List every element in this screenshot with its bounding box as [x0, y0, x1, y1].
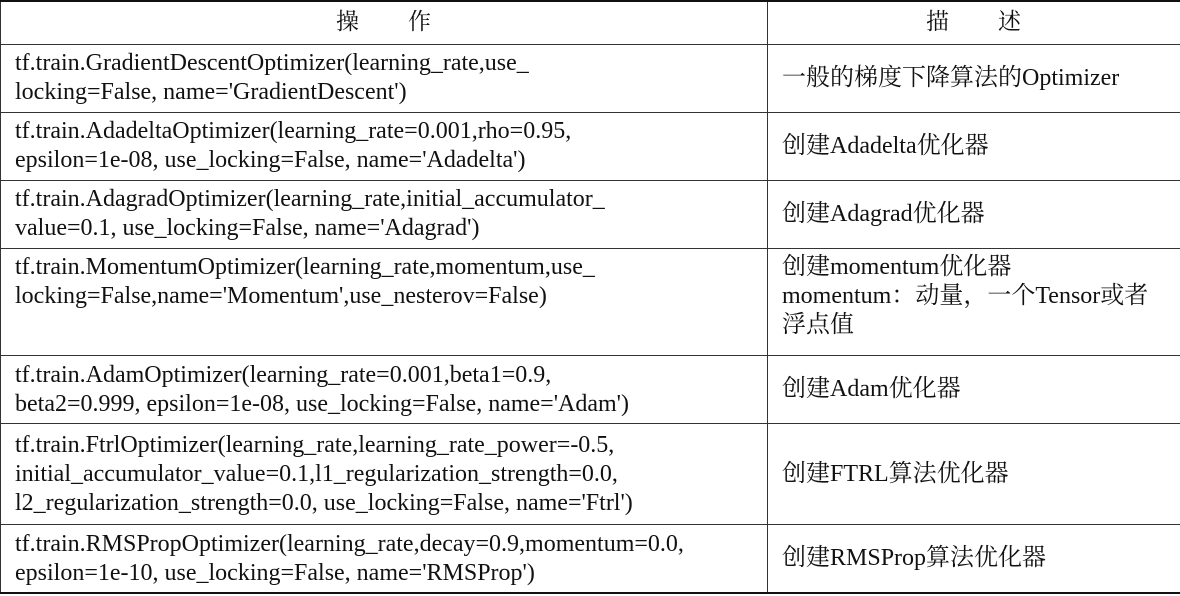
- operation-cell: [1, 424, 768, 525]
- description-line: 创建RMSProp算法优化器: [782, 545, 1047, 572]
- table-row: [1, 44, 1180, 112]
- table-row: [1, 525, 1180, 593]
- operation-line: tf.train.AdamOptimizer(learning_rate=0.001,beta1=0.9,: [15, 361, 552, 388]
- description-line: 创建Adam优化器: [782, 376, 961, 403]
- table-body: [1, 44, 1180, 593]
- table-row: [1, 424, 1180, 525]
- description-cell: [768, 356, 1180, 424]
- description-cell: [768, 112, 1180, 180]
- description-line: 创建FTRL算法优化器: [782, 460, 1009, 487]
- description-line: 创建Adadelta优化器: [782, 132, 989, 159]
- table-row: [1, 356, 1180, 424]
- operation-cell: [1, 525, 768, 593]
- description-cell: [768, 424, 1180, 525]
- operation-line: tf.train.AdadeltaOptimizer(learning_rate=0.001,rho=0.95,: [15, 118, 572, 145]
- operation-line: l2_regularization_strength=0.0, use_locking=False, name='Ftrl'): [15, 489, 633, 516]
- header-operation: 操 作: [1, 1, 768, 44]
- operation-cell: [1, 112, 768, 180]
- operation-cell: [1, 248, 768, 355]
- header-row: [1, 1, 1180, 44]
- operation-line: locking=False, name='GradientDescent'): [15, 79, 407, 106]
- operation-line: tf.train.AdagradOptimizer(learning_rate,initial_accumulator_: [15, 186, 605, 213]
- operation-line: tf.train.RMSPropOptimizer(learning_rate,decay=0.9,momentum=0.0,: [15, 530, 684, 557]
- description-line: momentum：动量，一个Tensor或者浮点值: [782, 282, 1149, 338]
- operation-cell: [1, 180, 768, 248]
- description-cell: [768, 180, 1180, 248]
- table-row: [1, 180, 1180, 248]
- header-description: 描 述: [768, 1, 1180, 44]
- description-line: 创建momentum优化器: [782, 253, 1012, 280]
- operation-line: epsilon=1e-08, use_locking=False, name='Adadelta'): [15, 147, 526, 174]
- description-cell: [768, 525, 1180, 593]
- operation-cell: [1, 44, 768, 112]
- operation-line: epsilon=1e-10, use_locking=False, name='RMSProp'): [15, 559, 535, 586]
- operation-line: tf.train.GradientDescentOptimizer(learning_rate,use_: [15, 50, 529, 77]
- description-cell: [768, 44, 1180, 112]
- operation-line: tf.train.MomentumOptimizer(learning_rate,momentum,use_: [15, 253, 595, 280]
- operation-line: tf.train.FtrlOptimizer(learning_rate,learning_rate_power=-0.5,: [15, 431, 615, 458]
- operation-line: beta2=0.999, epsilon=1e-08, use_locking=False, name='Adam'): [15, 390, 629, 417]
- description-line: 一般的梯度下降算法的Optimizer: [782, 64, 1120, 91]
- operation-cell: [1, 356, 768, 424]
- operation-line: locking=False,name='Momentum',use_nesterov=False): [15, 282, 547, 309]
- table-header: [1, 1, 1180, 44]
- description-line: 创建Adagrad优化器: [782, 200, 985, 227]
- table-row: [1, 248, 1180, 355]
- operation-line: value=0.1, use_locking=False, name='Adagrad'): [15, 215, 480, 242]
- operation-line: initial_accumulator_value=0.1,l1_regularization_strength=0.0,: [15, 460, 618, 487]
- table-row: [1, 112, 1180, 180]
- description-cell: [768, 248, 1180, 355]
